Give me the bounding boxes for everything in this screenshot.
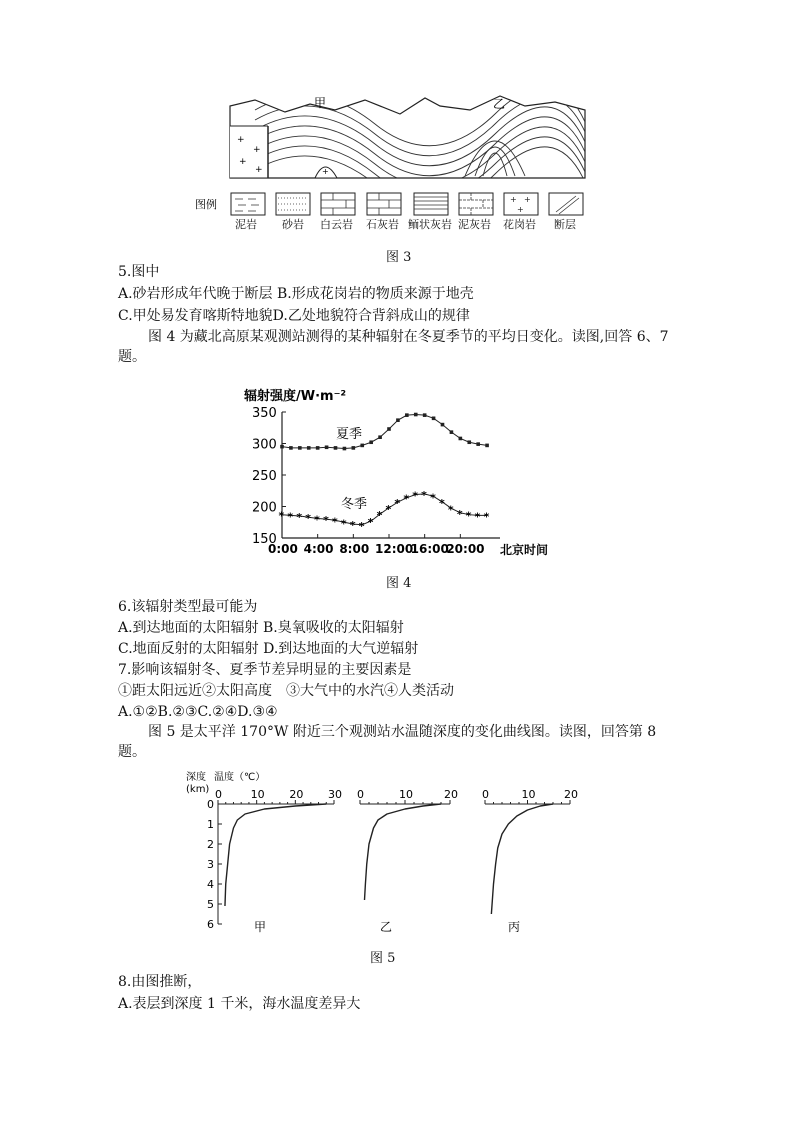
svg-text:+: + [253, 145, 261, 155]
legend-label-dolomite: 白云岩 [320, 218, 353, 231]
summer-point [307, 446, 311, 450]
q5-stem: 5.图中 [118, 264, 160, 280]
summer-point [459, 437, 463, 441]
fig5-curve-丙 [491, 804, 553, 914]
fig4-x-tick-label: 8:00 [339, 542, 370, 556]
radiation-chart [238, 380, 558, 565]
summer-point [467, 440, 471, 444]
winter-point: * [278, 509, 285, 523]
winter-point: * [332, 515, 338, 529]
fig4-series [279, 413, 490, 533]
swatch-oolitic [414, 193, 448, 215]
fig5-km-label: (km) [186, 784, 210, 795]
fig5-temp-tick-label: 20 [564, 788, 578, 801]
station-jia-label: 甲 [254, 920, 267, 934]
fig5-temp-tick-label: 30 [328, 788, 342, 801]
fig4-x-tick-label: 4:00 [303, 542, 334, 556]
winter-point: * [447, 503, 454, 517]
swatch-mudstone [231, 193, 265, 215]
winter-point: * [456, 507, 463, 521]
fig4-axes [252, 406, 500, 556]
fig5-curve-乙 [365, 804, 442, 900]
fig5-depth-tick-label: 3 [207, 858, 214, 871]
swatch-dolomite [321, 193, 355, 215]
winter-point: * [474, 510, 481, 524]
winter-point: * [367, 515, 374, 529]
winter-point: * [340, 517, 347, 531]
winter-point: * [412, 489, 419, 503]
winter-point: * [323, 514, 329, 528]
fig5-depth-label: 深度 [186, 772, 206, 783]
winter-point: * [385, 502, 392, 516]
summer-label: 夏季 [336, 427, 363, 442]
fig4-y-tick-label: 300 [252, 437, 277, 453]
fig4-x-tick-label: 12:00 [375, 542, 414, 556]
winter-point: * [465, 509, 472, 523]
q5-options-ab: A.砂岩形成年代晚于断层 B.形成花岗岩的物质来源于地壳 [118, 286, 474, 302]
fig5-depth-tick-label: 6 [207, 918, 214, 931]
fig5-depth-tick-label: 2 [207, 838, 214, 851]
q7-choices: A.①②B.②③C.②④D.③④ [118, 704, 278, 720]
q7-factors: ①距太阳远近②太阳高度 ③大气中的水汽④人类活动 [118, 683, 454, 699]
svg-text:+: + [510, 195, 517, 204]
winter-point: * [483, 510, 490, 524]
winter-point: * [439, 497, 445, 511]
summer-point [280, 445, 284, 449]
fig4-xlabel: 北京时间 [500, 543, 549, 557]
fig4-y-tick-label: 250 [252, 469, 277, 484]
winter-point: * [296, 510, 303, 524]
fig4-x-tick-label: 0:00 [268, 542, 298, 556]
water-temp-chart [180, 768, 600, 938]
fig5-temp-tick-label: 10 [399, 788, 413, 801]
q7-stem: 7.影响该辐射冬、夏季节差异明显的主要因素是 [118, 662, 412, 678]
fig5-depth-tick-label: 1 [207, 818, 214, 831]
summer-point [485, 444, 489, 448]
swatch-marl [459, 193, 493, 215]
winter-point: * [421, 488, 427, 502]
fig5-temp-tick-label: 20 [444, 788, 458, 801]
winter-label: 冬季 [341, 497, 368, 512]
label-yi: 乙 [493, 97, 506, 111]
summer-point [476, 442, 480, 446]
legend-labels [226, 216, 596, 234]
summer-point [343, 447, 347, 451]
fig5-temp-tick-label: 20 [289, 788, 304, 801]
winter-point: * [314, 513, 320, 527]
legend-title: 图例 [195, 198, 217, 211]
fig4-line-summer [282, 415, 487, 449]
summer-point [414, 413, 418, 417]
winter-point: * [358, 519, 365, 533]
summer-point [432, 417, 436, 421]
summer-point [423, 413, 427, 417]
legend-label-mudstone: 泥岩 [235, 218, 257, 231]
fig4-x-tick-label: 20:00 [446, 542, 485, 556]
fig4-y-tick-label: 200 [252, 500, 277, 516]
q6-options-cd: C.地面反射的太阳辐射 D.到达地面的大气逆辐射 [118, 641, 419, 657]
fig5-temp-label: 温度（℃） [214, 772, 266, 783]
figure-5 [180, 768, 600, 938]
q8-option-a: A.表层到深度 1 千米，海水温度差异大 [118, 996, 361, 1012]
label-jia: 甲 [314, 96, 327, 110]
summer-point [369, 440, 373, 444]
winter-point: * [403, 492, 410, 506]
summer-point [360, 444, 364, 448]
summer-point [387, 427, 391, 431]
fig5-temp-tick-label: 0 [357, 788, 364, 801]
legend-label-fault: 断层 [554, 218, 576, 231]
svg-text:+: + [239, 157, 247, 167]
station-yi-label: 乙 [380, 920, 393, 934]
intro4-line1: 图 4 为藏北高原某观测站测得的某种辐射在冬夏季节的平均日变化。读图,回答 6、7 [148, 329, 669, 345]
summer-point [441, 423, 445, 427]
summer-point [396, 418, 400, 422]
svg-text:+: + [517, 205, 524, 214]
swatch-limestone [367, 193, 401, 215]
summer-point [405, 413, 409, 417]
winter-point: * [349, 519, 356, 533]
fig4-ylabel: 辐射强度/W·m⁻² [244, 389, 347, 404]
fig5-curve-甲 [225, 804, 326, 906]
fig4-y-tick-label: 350 [252, 406, 277, 421]
fig5-caption: 图 5 [370, 951, 396, 966]
q6-options-ab: A.到达地面的太阳辐射 B.臭氧吸收的太阳辐射 [118, 620, 404, 636]
station-bing-label: 丙 [508, 920, 521, 934]
intro4-line2: 题。 [118, 349, 146, 365]
summer-point [334, 446, 338, 450]
legend-label-granite: 花岗岩 [503, 218, 536, 231]
summer-point [316, 446, 320, 450]
fig5-plot [207, 788, 578, 931]
fig5-depth-tick-label: 5 [207, 898, 214, 911]
svg-text:+: + [524, 195, 531, 204]
fig4-x-tick-label: 16:00 [410, 542, 449, 556]
fig4-y-tick-label: 150 [252, 532, 277, 547]
fig5-depth-tick-label: 4 [207, 878, 214, 891]
q5-options-cd: C.甲处易发育喀斯特地貌D.乙处地貌符合背斜成山的规律 [118, 308, 470, 324]
intro5-line1: 图 5 是太平洋 170°W 附近三个观测站水温随深度的变化曲线图。读图，回答第 8 [148, 724, 657, 740]
fig3-caption: 图 3 [386, 250, 412, 265]
fig5-temp-tick-label: 0 [482, 788, 489, 801]
summer-point [289, 446, 293, 450]
summer-point [450, 430, 454, 434]
fig4-caption: 图 4 [386, 576, 412, 591]
fig5-temp-tick-label: 10 [521, 788, 536, 801]
intro5-line2: 题。 [118, 744, 146, 760]
summer-point [378, 435, 382, 439]
fig5-temp-tick-label: 10 [250, 788, 265, 801]
q8-stem: 8.由图推断， [118, 974, 202, 990]
winter-point: * [305, 512, 312, 526]
q6-stem: 6.该辐射类型最可能为 [118, 599, 258, 615]
svg-text:+: + [237, 135, 245, 145]
winter-point: * [287, 510, 294, 524]
summer-point [325, 445, 329, 449]
winter-point: * [394, 497, 401, 511]
legend-label-sandstone: 砂岩 [282, 218, 304, 231]
legend-label-oolitic: 鲕状灰岩 [408, 218, 452, 231]
winter-point: * [376, 509, 383, 523]
fig5-depth-tick-label: 0 [207, 798, 214, 811]
svg-text:+: + [322, 167, 329, 176]
summer-point [352, 446, 356, 450]
legend-label-marl: 泥灰岩 [458, 218, 491, 231]
fig5-temp-tick-label: 0 [215, 788, 222, 801]
legend-label-limestone: 石灰岩 [366, 218, 399, 231]
svg-text:+: + [255, 165, 263, 175]
winter-point: * [430, 491, 436, 505]
figure-4 [238, 380, 558, 565]
summer-point [298, 446, 302, 450]
